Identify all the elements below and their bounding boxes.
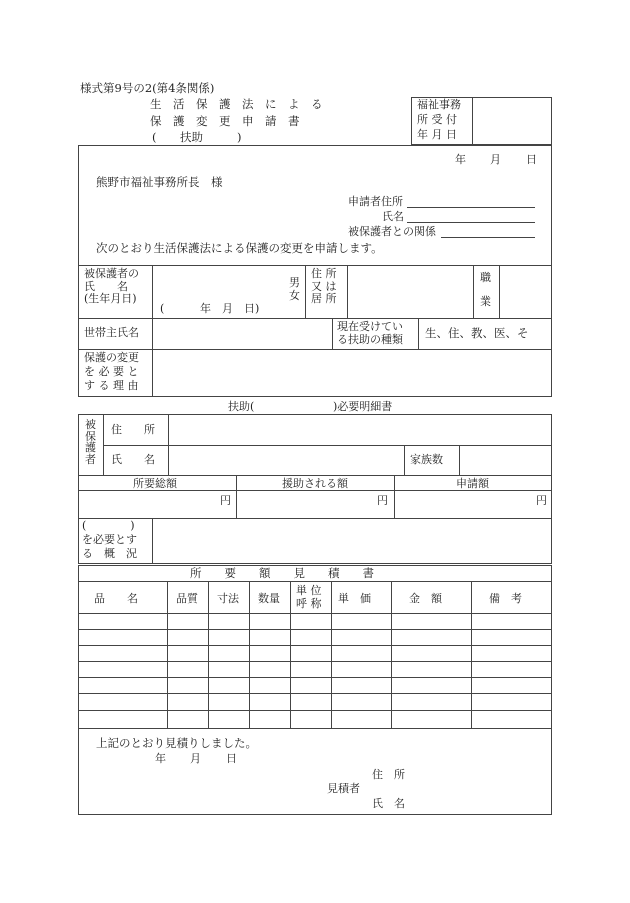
title-line-3-text: 扶助	[180, 130, 203, 144]
total-yen: 円	[220, 494, 231, 507]
requested-amount-label: 申請額	[456, 477, 489, 490]
estimate-date-month: 月	[190, 752, 201, 765]
col-unit-price: 単 価	[338, 592, 371, 605]
table-row[interactable]	[78, 710, 552, 711]
app-date-month: 月	[490, 153, 501, 166]
reception-line-3: 年 月 日	[417, 128, 457, 141]
family-count-label: 家族数	[410, 453, 443, 466]
col-quantity: 数量	[258, 592, 280, 605]
estimate-closing: 上記のとおり見積りしました。	[96, 736, 257, 750]
application-statement: 次のとおり生活保護法による保護の変更を申請します。	[96, 241, 383, 255]
detail-title-pre: 扶助(	[228, 400, 255, 413]
birth-year: 年	[200, 302, 211, 315]
title-line-2: 保 護 変 更 申 請 書	[150, 114, 300, 128]
birth-open: (	[160, 302, 165, 315]
title-line-3-open: (	[152, 130, 157, 144]
necessity-label: ( ) を必要とす る 概 況	[82, 519, 137, 560]
title-line-3-close: )	[237, 130, 242, 144]
app-date-day: 日	[526, 153, 537, 166]
estimate-date-year: 年	[155, 752, 166, 765]
col-amount: 金 額	[409, 592, 442, 605]
table-row[interactable]	[78, 661, 552, 662]
col-size: 寸法	[217, 592, 239, 605]
estimate-date-day: 日	[226, 752, 237, 765]
applicant-address-label: 申請者住所	[348, 195, 403, 208]
gender-female: 女	[289, 289, 300, 302]
birth-day: 日)	[244, 302, 260, 315]
form-id: 様式第9号の2(第4条関係)	[80, 81, 215, 95]
table-row[interactable]	[78, 645, 552, 646]
title-line-1: 生 活 保 護 法 に よ る	[150, 97, 323, 111]
col-remarks: 備 考	[489, 592, 522, 605]
recipient-address-label: 住 所 又 は 居 所	[311, 267, 337, 305]
gender-male: 男	[289, 276, 300, 289]
total-required-label: 所要総額	[133, 477, 177, 490]
current-assistance-value: 生、住、教、医、そ	[425, 326, 529, 340]
estimate-title: 所 要 額 見 積 書	[190, 566, 374, 580]
applicant-name-line[interactable]	[407, 222, 535, 223]
relation-label: 被保護者との関係	[348, 225, 436, 238]
detail-address-label: 住 所	[111, 423, 155, 436]
addressee: 熊野市福祉事務所長 様	[96, 175, 223, 189]
col-item-name: 品 名	[94, 592, 138, 605]
table-row[interactable]	[78, 693, 552, 694]
birth-month: 月	[222, 302, 233, 315]
detail-name-label: 氏 名	[111, 453, 155, 466]
reception-line-1: 福祉事務	[417, 98, 461, 111]
table-row[interactable]	[78, 613, 552, 614]
app-date-year: 年	[455, 153, 466, 166]
table-row[interactable]	[78, 629, 552, 630]
reception-line-2: 所 受 付	[417, 113, 457, 126]
assisted-amount-label: 援助される額	[282, 477, 348, 490]
current-assistance-label: 現在受けてい る扶助の種類	[337, 320, 403, 346]
assisted-yen: 円	[377, 494, 388, 507]
requested-yen: 円	[536, 494, 547, 507]
estimator-address-label: 住 所	[372, 768, 405, 781]
applicant-name-label: 氏名	[382, 210, 404, 223]
estimator-label: 見積者	[327, 782, 360, 795]
col-quality: 品質	[176, 592, 198, 605]
table-row[interactable]	[78, 677, 552, 678]
relation-line[interactable]	[441, 237, 535, 238]
household-head-label: 世帯主氏名	[84, 326, 139, 339]
applicant-address-line[interactable]	[407, 207, 535, 208]
estimator-name-label: 氏 名	[372, 797, 405, 810]
occupation-label-1: 職	[480, 271, 491, 284]
reason-label: 保護の変更 を 必 要 と す る 理 由	[84, 351, 139, 392]
col-unit: 単 位 呼 称	[296, 584, 322, 610]
detail-recipient-label: 被 保 護 者	[85, 418, 96, 466]
occupation-label-2: 業	[480, 295, 491, 308]
detail-title-post: )必要明細書	[333, 400, 393, 413]
recipient-name-label: 被保護者の 氏 名 (生年月日)	[84, 267, 139, 305]
